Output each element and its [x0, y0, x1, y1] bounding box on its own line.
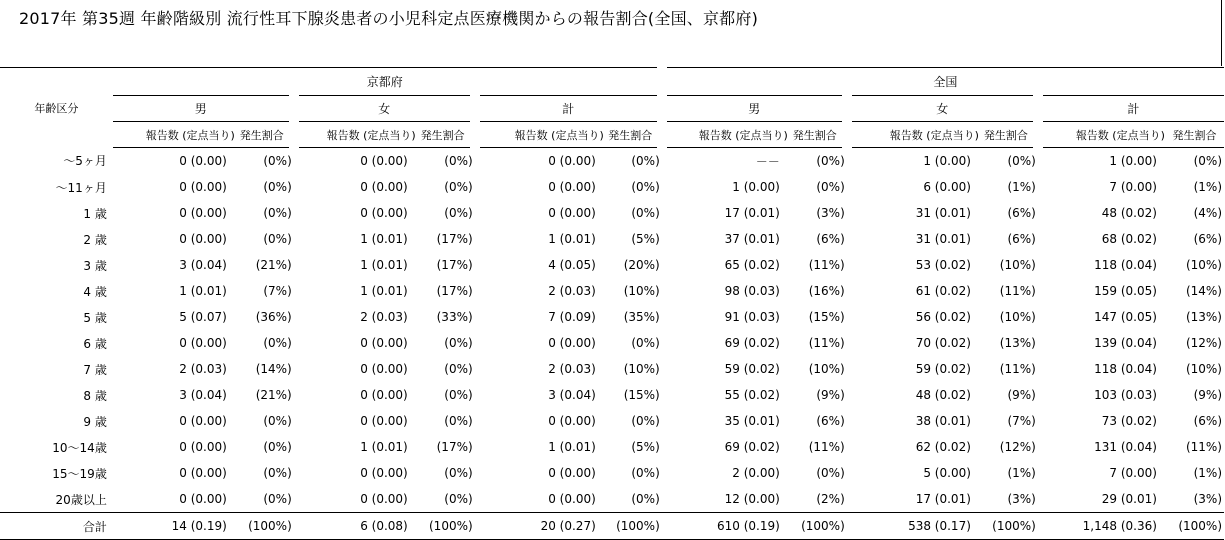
count-cell: 1 (0.01) — [548, 232, 596, 246]
count-cell: 14 (0.19) — [113, 513, 235, 540]
region-header-national: 全国 — [662, 68, 1224, 96]
age-cell: 5 歳 — [83, 310, 107, 325]
ratio-cell: (0%) — [444, 414, 473, 428]
ratio-cell: (7%) — [263, 284, 292, 298]
ratio-column-header: 発生割合 — [416, 122, 475, 148]
ratio-cell: (100%) — [788, 513, 847, 540]
ratio-cell: (9%) — [1193, 388, 1222, 402]
table-row — [0, 200, 1224, 226]
ratio-cell: (0%) — [263, 440, 292, 454]
ratio-cell: (0%) — [263, 154, 292, 168]
count-cell: 6 (0.08) — [294, 513, 416, 540]
count-column-header: 報告数 (定点当り) — [847, 122, 979, 148]
ratio-cell: (10%) — [623, 284, 660, 298]
ratio-cell: (20%) — [623, 258, 660, 272]
ratio-cell: (11%) — [999, 284, 1036, 298]
table-row — [0, 252, 1224, 278]
count-cell: 69 (0.02) — [724, 336, 780, 350]
region-header-kyoto: 京都府 — [113, 68, 662, 96]
count-cell: 131 (0.04) — [1094, 440, 1157, 454]
ratio-cell: (14%) — [1185, 284, 1222, 298]
ratio-cell: (36%) — [255, 310, 292, 324]
count-cell: 48 (0.02) — [1101, 206, 1157, 220]
ratio-column-header: 発生割合 — [235, 122, 294, 148]
count-cell: 5 (0.07) — [179, 310, 227, 324]
ratio-cell: (0%) — [631, 154, 660, 168]
count-cell: 147 (0.05) — [1094, 310, 1157, 324]
ratio-cell: (0%) — [444, 206, 473, 220]
count-cell: 0 (0.00) — [548, 466, 596, 480]
count-cell: 0 (0.00) — [548, 180, 596, 194]
ratio-cell: (0%) — [816, 466, 845, 480]
ratio-cell: (4%) — [1193, 206, 1222, 220]
ratio-cell: (0%) — [1193, 154, 1222, 168]
ratio-cell: (0%) — [444, 492, 473, 506]
ratio-cell: (10%) — [1185, 362, 1222, 376]
ratio-cell: (0%) — [631, 466, 660, 480]
ratio-cell: (17%) — [436, 440, 473, 454]
count-cell: 73 (0.02) — [1101, 414, 1157, 428]
ratio-cell: (6%) — [1193, 232, 1222, 246]
count-cell: 0 (0.00) — [360, 180, 408, 194]
ratio-cell: (3%) — [1193, 492, 1222, 506]
ratio-cell: (100%) — [979, 513, 1038, 540]
count-cell: 1 (0.01) — [548, 440, 596, 454]
ratio-cell: (10%) — [999, 258, 1036, 272]
count-cell: 0 (0.00) — [179, 336, 227, 350]
ratio-column-header: 発生割合 — [604, 122, 662, 148]
ratio-cell: (0%) — [1007, 154, 1036, 168]
ratio-cell: (5%) — [631, 232, 660, 246]
count-cell: 0 (0.00) — [360, 388, 408, 402]
count-cell: 0 (0.00) — [360, 206, 408, 220]
count-cell: 1 (0.00) — [923, 154, 971, 168]
ratio-cell: (16%) — [808, 284, 845, 298]
count-cell: 1 (0.00) — [732, 180, 780, 194]
count-cell: 0 (0.00) — [548, 414, 596, 428]
count-cell: 65 (0.02) — [724, 258, 780, 272]
ratio-cell: (0%) — [631, 492, 660, 506]
ratio-cell: (12%) — [1185, 336, 1222, 350]
table-row — [0, 408, 1224, 434]
sex-header-national-male: 男 — [662, 96, 847, 122]
count-cell: 17 (0.01) — [915, 492, 971, 506]
ratio-cell: (9%) — [816, 388, 845, 402]
ratio-cell: (10%) — [808, 362, 845, 376]
ratio-cell: (0%) — [631, 180, 660, 194]
count-cell: 0 (0.00) — [360, 362, 408, 376]
count-cell: 2 (0.03) — [548, 362, 596, 376]
table-row — [0, 486, 1224, 513]
count-cell: 1 (0.00) — [1109, 154, 1157, 168]
count-cell: 70 (0.02) — [915, 336, 971, 350]
total-row — [0, 513, 1224, 540]
count-cell: 69 (0.02) — [724, 440, 780, 454]
count-cell: 1 (0.01) — [360, 258, 408, 272]
count-cell: 0 (0.00) — [360, 414, 408, 428]
ratio-cell: (1%) — [1193, 466, 1222, 480]
ratio-cell: (35%) — [623, 310, 660, 324]
ratio-cell: (0%) — [631, 336, 660, 350]
ratio-cell: (10%) — [999, 310, 1036, 324]
table-row — [0, 148, 1224, 175]
count-cell: 59 (0.02) — [724, 362, 780, 376]
table-body — [0, 148, 1224, 513]
count-cell: 59 (0.02) — [915, 362, 971, 376]
count-cell: 0 (0.00) — [548, 154, 596, 168]
ratio-cell: (33%) — [436, 310, 473, 324]
count-cell: 98 (0.03) — [724, 284, 780, 298]
ratio-cell: (2%) — [816, 492, 845, 506]
ratio-cell: (100%) — [416, 513, 475, 540]
ratio-cell: (0%) — [263, 232, 292, 246]
count-cell: 68 (0.02) — [1101, 232, 1157, 246]
ratio-cell: (0%) — [816, 154, 845, 168]
count-cell: 5 (0.00) — [923, 466, 971, 480]
ratio-cell: (11%) — [808, 336, 845, 350]
count-cell: 6 (0.00) — [923, 180, 971, 194]
count-column-header: 報告数 (定点当り) — [475, 122, 604, 148]
count-cell: 0 (0.00) — [360, 336, 408, 350]
sex-header-kyoto-male: 男 — [113, 96, 294, 122]
age-cell: 2 歳 — [83, 232, 107, 247]
count-cell: 1 (0.01) — [360, 232, 408, 246]
ratio-cell: (11%) — [999, 362, 1036, 376]
count-cell: 20 (0.27) — [475, 513, 604, 540]
count-cell: 0 (0.00) — [360, 492, 408, 506]
ratio-cell: (0%) — [263, 180, 292, 194]
ratio-cell: (21%) — [255, 258, 292, 272]
count-cell: 1,148 (0.36) — [1038, 513, 1165, 540]
table-row — [0, 356, 1224, 382]
ratio-cell: (12%) — [999, 440, 1036, 454]
ratio-cell: (1%) — [1007, 466, 1036, 480]
count-cell: 0 (0.00) — [179, 440, 227, 454]
ratio-cell: (0%) — [444, 466, 473, 480]
page-title: 2017年 第35週 年齢階級別 流行性耳下腺炎患者の小児科定点医療機関からの報告割合(全国、京都府) — [19, 9, 759, 28]
count-cell: 31 (0.01) — [915, 232, 971, 246]
count-cell: 7 (0.09) — [548, 310, 596, 324]
ratio-cell: (10%) — [623, 362, 660, 376]
age-cell: 15〜19歳 — [52, 466, 107, 481]
sex-header-kyoto-female: 女 — [294, 96, 475, 122]
ratio-cell: (13%) — [999, 336, 1036, 350]
ratio-cell: (0%) — [631, 414, 660, 428]
ratio-cell: (100%) — [235, 513, 294, 540]
count-cell: 2 (0.03) — [548, 284, 596, 298]
table-row — [0, 434, 1224, 460]
ratio-cell: (3%) — [1007, 492, 1036, 506]
count-cell: 29 (0.01) — [1101, 492, 1157, 506]
count-cell: 61 (0.02) — [915, 284, 971, 298]
ratio-cell: (15%) — [623, 388, 660, 402]
table-row — [0, 226, 1224, 252]
ratio-cell: (6%) — [1007, 232, 1036, 246]
age-cell: 1 歳 — [83, 206, 107, 221]
count-cell: 0 (0.00) — [179, 232, 227, 246]
count-cell: 0 (0.00) — [179, 466, 227, 480]
ratio-cell: (0%) — [816, 180, 845, 194]
ratio-cell: (3%) — [816, 206, 845, 220]
ratio-cell: (13%) — [1185, 310, 1222, 324]
count-cell: 0 (0.00) — [179, 180, 227, 194]
ratio-cell: (6%) — [1007, 206, 1036, 220]
count-cell: 139 (0.04) — [1094, 336, 1157, 350]
ratio-cell: (100%) — [604, 513, 662, 540]
age-cell: 10〜14歳 — [52, 440, 107, 455]
ratio-cell: (0%) — [263, 206, 292, 220]
ratio-cell: (21%) — [255, 388, 292, 402]
count-cell: 38 (0.01) — [915, 414, 971, 428]
table-row — [0, 460, 1224, 486]
ratio-cell: (0%) — [444, 362, 473, 376]
ratio-cell: (17%) — [436, 284, 473, 298]
count-cell: 55 (0.02) — [724, 388, 780, 402]
sex-header-national-female: 女 — [847, 96, 1038, 122]
count-cell: 0 (0.00) — [360, 154, 408, 168]
count-cell: 103 (0.03) — [1094, 388, 1157, 402]
count-cell: 7 (0.00) — [1109, 180, 1157, 194]
ratio-cell: (0%) — [444, 154, 473, 168]
ratio-cell: (15%) — [808, 310, 845, 324]
age-cell: 8 歳 — [83, 388, 107, 403]
sex-header-kyoto-total: 計 — [475, 96, 662, 122]
age-cell: 7 歳 — [83, 362, 107, 377]
ratio-cell: (17%) — [436, 258, 473, 272]
ratio-cell: (5%) — [631, 440, 660, 454]
count-cell: 3 (0.04) — [548, 388, 596, 402]
ratio-column-header: 発生割合 — [1165, 122, 1224, 148]
age-cell: 〜11ヶ月 — [55, 180, 107, 195]
ratio-cell: (0%) — [263, 414, 292, 428]
count-cell: 2 (0.03) — [360, 310, 408, 324]
ratio-cell: (0%) — [263, 336, 292, 350]
count-cell: 0 (0.00) — [548, 492, 596, 506]
ratio-cell: (6%) — [1193, 414, 1222, 428]
count-cell: 35 (0.01) — [724, 414, 780, 428]
ratio-cell: (100%) — [1165, 513, 1224, 540]
ratio-cell: (0%) — [444, 180, 473, 194]
ratio-cell: (6%) — [816, 414, 845, 428]
count-column-header: 報告数 (定点当り) — [294, 122, 416, 148]
table-row — [0, 304, 1224, 330]
count-cell: 4 (0.05) — [548, 258, 596, 272]
count-cell: 118 (0.04) — [1094, 258, 1157, 272]
table-row — [0, 330, 1224, 356]
ratio-cell: (17%) — [436, 232, 473, 246]
count-column-header: 報告数 (定点当り) — [113, 122, 235, 148]
count-cell: 91 (0.03) — [724, 310, 780, 324]
count-cell: 2 (0.03) — [179, 362, 227, 376]
age-cell: 6 歳 — [83, 336, 107, 351]
count-cell: 2 (0.00) — [732, 466, 780, 480]
count-cell: 12 (0.00) — [724, 492, 780, 506]
ratio-cell: (0%) — [444, 336, 473, 350]
ratio-cell: (11%) — [808, 258, 845, 272]
count-cell: －－ — [755, 154, 780, 169]
ratio-cell: (7%) — [1007, 414, 1036, 428]
count-cell: 0 (0.00) — [548, 206, 596, 220]
count-cell: 3 (0.04) — [179, 388, 227, 402]
count-cell: 53 (0.02) — [915, 258, 971, 272]
ratio-cell: (14%) — [255, 362, 292, 376]
ratio-cell: (6%) — [816, 232, 845, 246]
table-row — [0, 382, 1224, 408]
count-cell: 1 (0.01) — [360, 284, 408, 298]
count-cell: 0 (0.00) — [179, 492, 227, 506]
ratio-column-header: 発生割合 — [788, 122, 847, 148]
count-cell: 538 (0.17) — [847, 513, 979, 540]
age-cell: 3 歳 — [83, 258, 107, 273]
count-cell: 1 (0.01) — [179, 284, 227, 298]
count-cell: 3 (0.04) — [179, 258, 227, 272]
count-cell: 610 (0.19) — [662, 513, 788, 540]
report-table — [0, 67, 1224, 540]
ratio-cell: (0%) — [263, 492, 292, 506]
ratio-cell: (0%) — [631, 206, 660, 220]
ratio-cell: (10%) — [1185, 258, 1222, 272]
ratio-cell: (11%) — [1185, 440, 1222, 454]
count-cell: 31 (0.01) — [915, 206, 971, 220]
age-column-header: 年齢区分 — [0, 68, 113, 148]
age-cell: 〜5ヶ月 — [63, 154, 107, 169]
count-cell: 118 (0.04) — [1094, 362, 1157, 376]
count-cell: 0 (0.00) — [179, 206, 227, 220]
age-cell: 合計 — [0, 513, 113, 540]
ratio-cell: (1%) — [1193, 180, 1222, 194]
ratio-cell: (0%) — [444, 388, 473, 402]
count-column-header: 報告数 (定点当り) — [1038, 122, 1165, 148]
count-cell: 56 (0.02) — [915, 310, 971, 324]
count-cell: 17 (0.01) — [724, 206, 780, 220]
age-cell: 20歳以上 — [55, 492, 107, 507]
count-cell: 159 (0.05) — [1094, 284, 1157, 298]
ratio-cell: (0%) — [263, 466, 292, 480]
age-cell: 4 歳 — [83, 284, 107, 299]
table-row — [0, 278, 1224, 304]
table-row — [0, 174, 1224, 200]
ratio-column-header: 発生割合 — [979, 122, 1038, 148]
count-cell: 7 (0.00) — [1109, 466, 1157, 480]
count-cell: 62 (0.02) — [915, 440, 971, 454]
count-cell: 37 (0.01) — [724, 232, 780, 246]
age-cell: 9 歳 — [83, 414, 107, 429]
ratio-cell: (9%) — [1007, 388, 1036, 402]
ratio-cell: (1%) — [1007, 180, 1036, 194]
count-cell: 1 (0.01) — [360, 440, 408, 454]
count-cell: 0 (0.00) — [179, 414, 227, 428]
count-cell: 0 (0.00) — [548, 336, 596, 350]
count-cell: 0 (0.00) — [360, 466, 408, 480]
ratio-cell: (11%) — [808, 440, 845, 454]
sex-header-national-total: 計 — [1038, 96, 1224, 122]
count-cell: 0 (0.00) — [179, 154, 227, 168]
frame-border — [1221, 0, 1222, 66]
count-column-header: 報告数 (定点当り) — [662, 122, 788, 148]
count-cell: 48 (0.02) — [915, 388, 971, 402]
